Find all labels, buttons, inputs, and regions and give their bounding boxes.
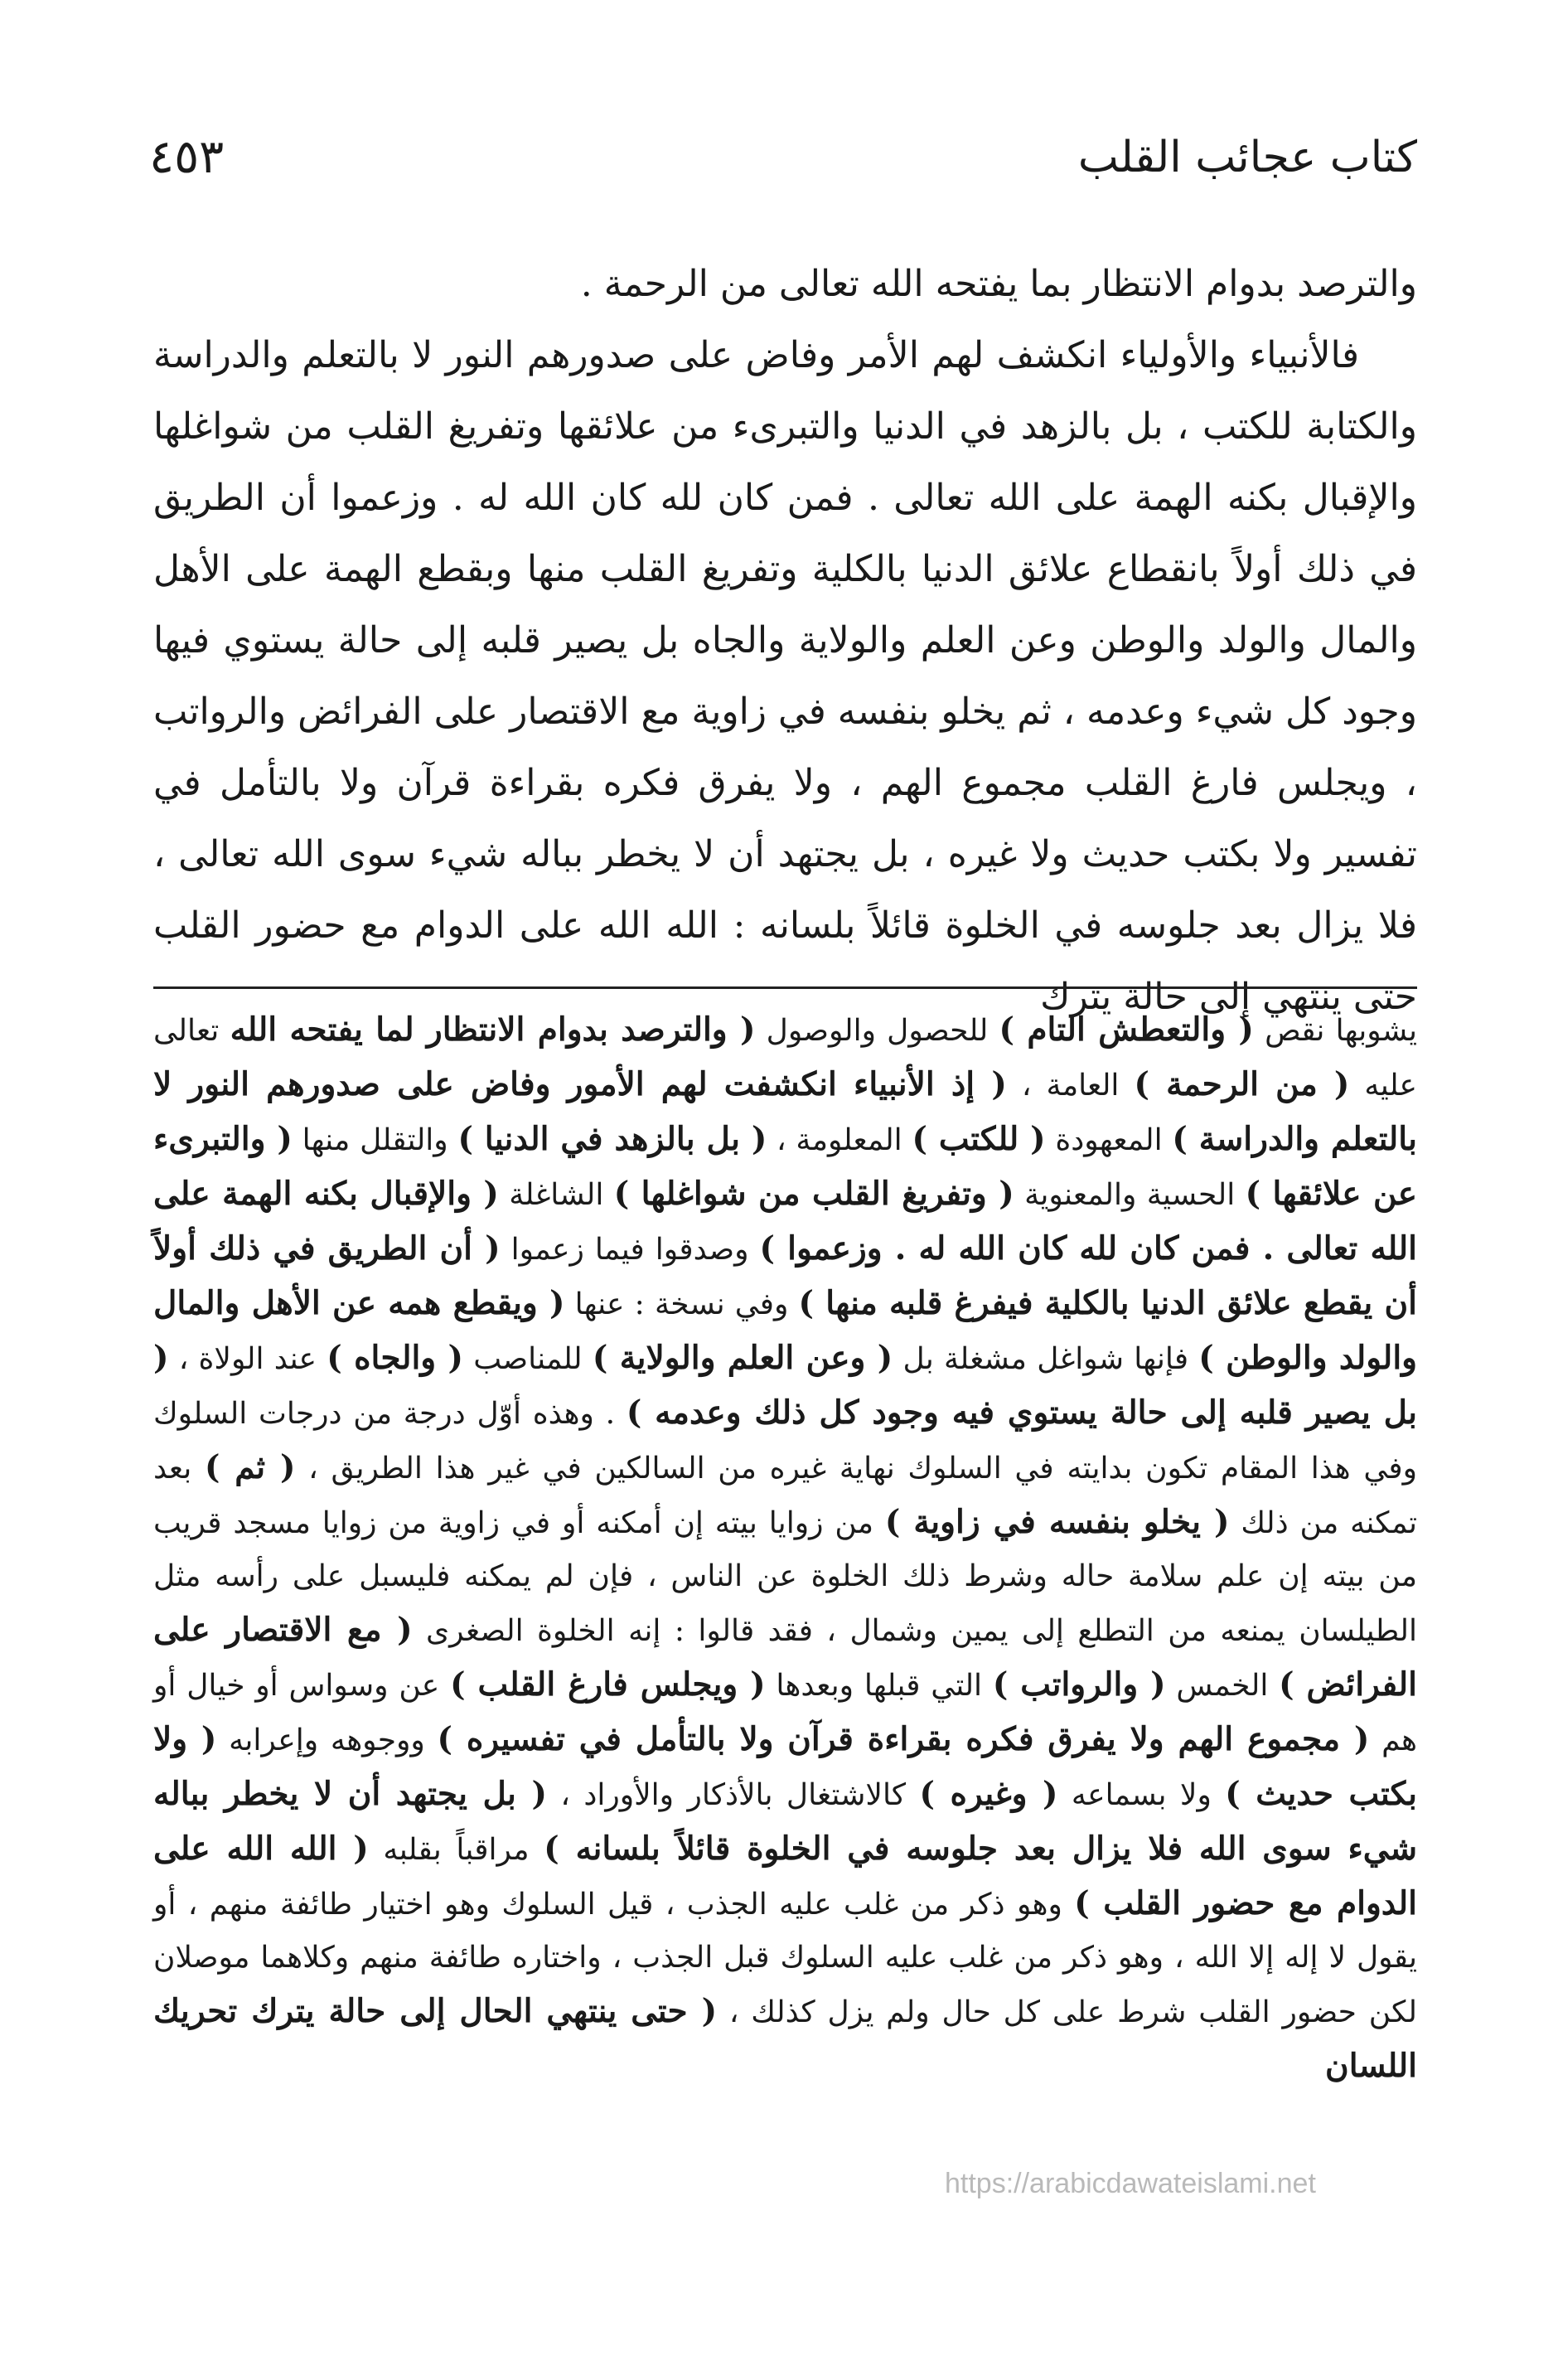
quoted-text-segment: ( إذ الأنبياء انكشفت لهم الأمور وفاض على صدورهم النور لا بالتعلم والدراسة ) bbox=[153, 1065, 1417, 1158]
quoted-text-segment: ( حتى ينتهي الحال إلى حالة يترك تحريك اللسان bbox=[153, 1992, 1417, 2085]
commentary-segment: وهو ذكر من غلب عليه الجذب ، قيل السلوك وهو اختيار طائفة منهم ، أو يقول لا إله إلا الله ، وهو ذكر من غلب عليه السلوك قبل الجذب ، واختاره طائفة منهم وكلاهما موصلان لكن حضور القلب شرط على كل حال ولم يزل كذلك ، bbox=[153, 1888, 1418, 2029]
commentary-segment: الحسية والمعنوية bbox=[1014, 1178, 1246, 1212]
commentary-segment: المعلومة ، bbox=[767, 1123, 912, 1157]
commentary-segment: عند الولاة ، bbox=[168, 1342, 327, 1376]
commentary-segment: التي قبلها وبعدها bbox=[765, 1669, 993, 1703]
main-paragraph: والترصد بدوام الانتظار بما يفتحه الله تعالى من الرحمة . bbox=[580, 263, 1417, 305]
commentary-segment: من زوايا بيته إن أمكنه أو في زاوية من زوايا مسجد قريب من بيته إن علم سلامة حاله وشرط ذلك الخلوة عن الناس ، فإن لم يمكنه فليسبل على رأسه مثل الطيلسان يمنعه من التطلع إلى يمين وشمال ، فقد قالوا : إنه الخلوة الصغرى bbox=[153, 1506, 1417, 1648]
quoted-text-segment: ( وغيره ) bbox=[919, 1775, 1058, 1813]
quoted-text-segment: ( للكتب ) bbox=[912, 1120, 1046, 1158]
commentary-text bbox=[153, 1003, 1417, 2094]
commentary-segment: وفي نسخة : عنها bbox=[564, 1287, 799, 1321]
quoted-text-segment: ( مع الاقتصار على الفرائض ) bbox=[153, 1611, 1417, 1704]
quoted-text-segment: ( يخلو بنفسه في زاوية ) bbox=[884, 1503, 1230, 1541]
quoted-text-segment: ( والتبرىء عن علائقها ) bbox=[153, 1120, 1417, 1213]
quoted-text-segment: ( بل بالزهد في الدنيا ) bbox=[457, 1120, 767, 1158]
commentary-segment: العامة ، bbox=[1006, 1069, 1135, 1103]
commentary-segment: عن وسواس أو خيال أو هم bbox=[153, 1669, 1418, 1757]
commentary-segment: فإنها شواغل مشغلة بل bbox=[893, 1342, 1199, 1376]
quoted-text-segment: ( بل يجتهد أن لا يخطر بباله شيء سوى الله فلا يزال بعد جلوسه في الخلوة قائلاً بلسانه ) bbox=[153, 1775, 1417, 1868]
quoted-text-segment: ( مجموع الهم ولا يفرق فكره بقراءة قرآن ولا بالتأمل في تفسيره ) bbox=[437, 1720, 1370, 1758]
commentary-segment: المعهودة bbox=[1045, 1123, 1173, 1157]
quoted-text-segment: ( والإقبال بكنه الهمة على الله تعالى . فمن كان لله كان الله له . وزعموا ) bbox=[153, 1175, 1417, 1268]
commentary-segment: والتقلل منها bbox=[292, 1123, 458, 1157]
commentary-segment: كالاشتغال بالأذكار والأوراد ، bbox=[546, 1778, 920, 1812]
header-title: كتاب عجائب القلب bbox=[1077, 133, 1417, 182]
quoted-text-segment: ( ثم ) bbox=[205, 1448, 296, 1486]
quoted-text-segment: ( والترصد بدوام الانتظار لما يفتحه الله bbox=[230, 1011, 756, 1049]
quoted-text-segment: ( وعن العلم والولاية ) bbox=[592, 1339, 893, 1377]
commentary-segment: يشوبها نقص bbox=[1253, 1014, 1417, 1048]
quoted-text-segment: ( أن الطريق في ذلك أولاً أن يقطع علائق الدنيا بالكلية فيفرغ قلبه منها ) bbox=[153, 1229, 1418, 1322]
commentary-segment: الشاغلة bbox=[498, 1178, 614, 1212]
commentary-segment: . وهذه أوّل درجة من درجات السلوك وفي هذا المقام تكون بدايته في السلوك نهاية غيره من السالكين في غير هذا الطريق ، bbox=[153, 1397, 1417, 1486]
quoted-text-segment: ( والرواتب ) bbox=[992, 1665, 1166, 1704]
footnote-divider bbox=[153, 986, 1417, 989]
main-text bbox=[153, 249, 1417, 1033]
quoted-text-segment: ( وتفريغ القلب من شواغلها ) bbox=[613, 1175, 1014, 1213]
quoted-text-segment: ( من الرحمة ) bbox=[1134, 1065, 1350, 1103]
commentary-segment: الخمس bbox=[1165, 1669, 1280, 1703]
commentary-segment: ولا بسماعه bbox=[1057, 1778, 1226, 1812]
quoted-text-segment: ( ولا بكتب حديث ) bbox=[153, 1720, 1417, 1813]
commentary-segment: بعد تمكنه من ذلك bbox=[153, 1452, 1417, 1540]
commentary-segment: تعالى عليه bbox=[153, 1014, 1417, 1103]
running-header bbox=[149, 124, 1417, 191]
quoted-text-segment: ( والجاه ) bbox=[327, 1339, 463, 1377]
watermark-url: https://arabicdawateislami.net bbox=[945, 2168, 1316, 2199]
main-paragraph: فالأنبياء والأولياء انكشف لهم الأمر وفاض على صدورهم النور لا بالتعلم والدراسة والكتابة للكتب ، بل بالزهد في الدنيا والتبرىء من علائقها وتفريغ القلب من شواغلها والإقبال بكنه الهمة على الله تعالى . فمن كان لله كان الله له . وزعموا أن الطريق في ذلك أولاً بانقطاع علائق الدنيا بالكلية وتفريغ القلب منها وبقطع الهمة على الأهل والمال والولد والوطن وعن العلم والولاية والجاه بل يصير قلبه إلى حالة يستوي فيها وجود كل شيء وعدمه ، ثم يخلو بنفسه في زاوية مع الاقتصار على الفرائض والرواتب ، ويجلس فارغ القلب مجموع الهم ، ولا يفرق فكره بقراءة قرآن ولا بالتأمل في تفسير ولا بكتب حديث ولا غيره ، بل يجتهد أن لا يخطر بباله شيء سوى الله تعالى ، فلا يزال بعد جلوسه في الخلوة قائلاً بلسانه : الله الله على الدوام مع حضور القلب حتى ينتهي إلى حالة يترك bbox=[153, 334, 1417, 1018]
quoted-text-segment: ( ويجلس فارغ القلب ) bbox=[450, 1665, 766, 1704]
commentary-segment: ووجوهه وإعرابه bbox=[216, 1723, 438, 1757]
commentary-segment: وصدقوا فيما زعموا bbox=[500, 1233, 760, 1267]
commentary-segment: مراقباً بقلبه bbox=[368, 1833, 544, 1867]
commentary-segment: للمناصب bbox=[462, 1342, 593, 1376]
page-number: ٤٥٣ bbox=[149, 130, 225, 184]
quoted-text-segment: ( والتعطش التام ) bbox=[999, 1011, 1254, 1049]
commentary-paragraph bbox=[153, 1003, 1417, 2094]
quoted-text-segment: ( ويقطع همه عن الأهل والمال والولد والوطن ) bbox=[153, 1284, 1417, 1377]
quoted-text-segment: ( بل يصير قلبه إلى حالة يستوي فيه وجود كل ذلك وعدمه ) bbox=[153, 1339, 1418, 1432]
commentary-segment: للحصول والوصول bbox=[755, 1014, 999, 1048]
quoted-text-segment: ( الله الله على الدوام مع حضور القلب ) bbox=[153, 1830, 1417, 1922]
